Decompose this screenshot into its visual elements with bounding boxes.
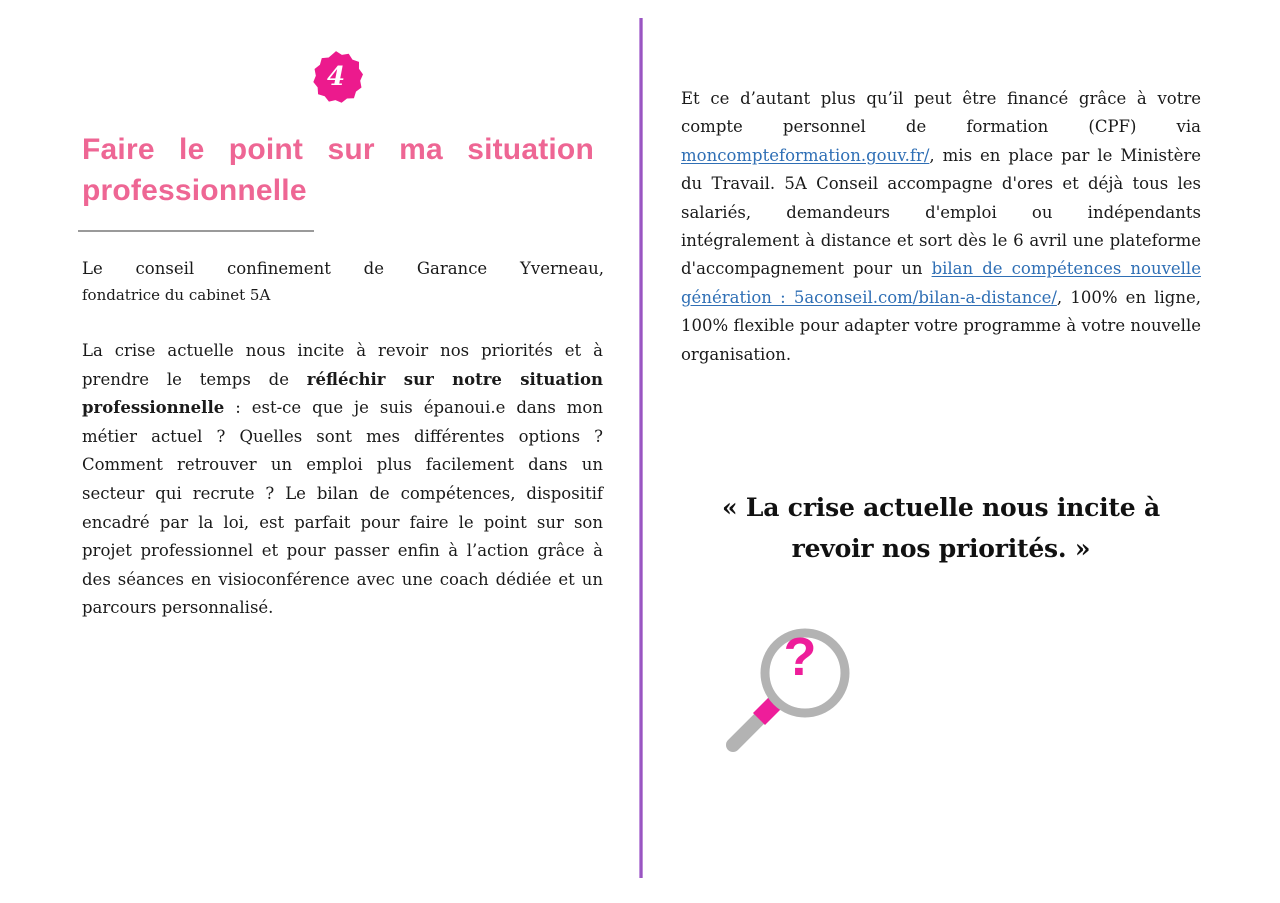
lede-line-2: fondatrice du cabinet 5A xyxy=(82,286,271,304)
badge-number: 4 xyxy=(326,62,346,92)
left-body-paragraph xyxy=(82,337,603,623)
link-moncompteformation[interactable]: moncompteformation.gouv.fr/ xyxy=(681,145,930,165)
scalloped-badge-icon xyxy=(308,50,364,106)
lede-paragraph xyxy=(82,255,604,307)
body-text-part-2: : est-ce que je suis épanoui.e dans mon métier actuel ? Quelles sont mes différentes options ? Comment retrouver un emploi plus facilement dans un secteur qui recrute ? Le bilan de compétences, dispositif encadré par la loi, est parfait pour faire le point sur son projet professionnel et pour passer enfin à l’action grâce à des séances en visioconférence avec une coach dédiée et un parcours personnalisé. xyxy=(82,398,603,618)
lede-line-1: Le conseil confinement de Garance Yverneau, xyxy=(82,259,604,278)
right-text-part-2: , mis en place par le Ministère du Travail. 5A Conseil accompagne d'ores et déjà tous les salariés, demandeurs d'emploi ou indépendants intégralement à distance et sort dès le 6 avril une plateforme d'accompagnement pour un xyxy=(681,145,1201,279)
right-text-part-3: , 100% en ligne, 100% flexible pour adapter votre programme à votre nouvelle organisation. xyxy=(681,287,1201,364)
title-underline-rule xyxy=(78,230,314,232)
page-title: Faire le point sur ma situation professionnelle xyxy=(82,133,594,207)
link-bilan-a-distance[interactable]: bilan de compétences nouvelle génération : 5aconseil.com/bilan-a-distance/ xyxy=(681,259,1201,307)
right-text-part-1: Et ce d’autant plus qu’il peut être financé grâce à votre compte personnel de formation (CPF) via xyxy=(681,89,1201,137)
body-text-part-1: La crise actuelle nous incite à revoir nos priorités et à prendre le temps de xyxy=(82,341,603,389)
body-emphasis: réfléchir sur notre situation professionnelle xyxy=(82,369,603,418)
question-mark-glyph: ? xyxy=(783,627,817,687)
right-body-paragraph xyxy=(681,85,1201,369)
column-divider xyxy=(639,18,643,878)
magnifying-glass-question-icon xyxy=(715,605,875,765)
pull-quote: « La crise actuelle nous incite à revoir nos priorités. » xyxy=(722,493,1160,563)
